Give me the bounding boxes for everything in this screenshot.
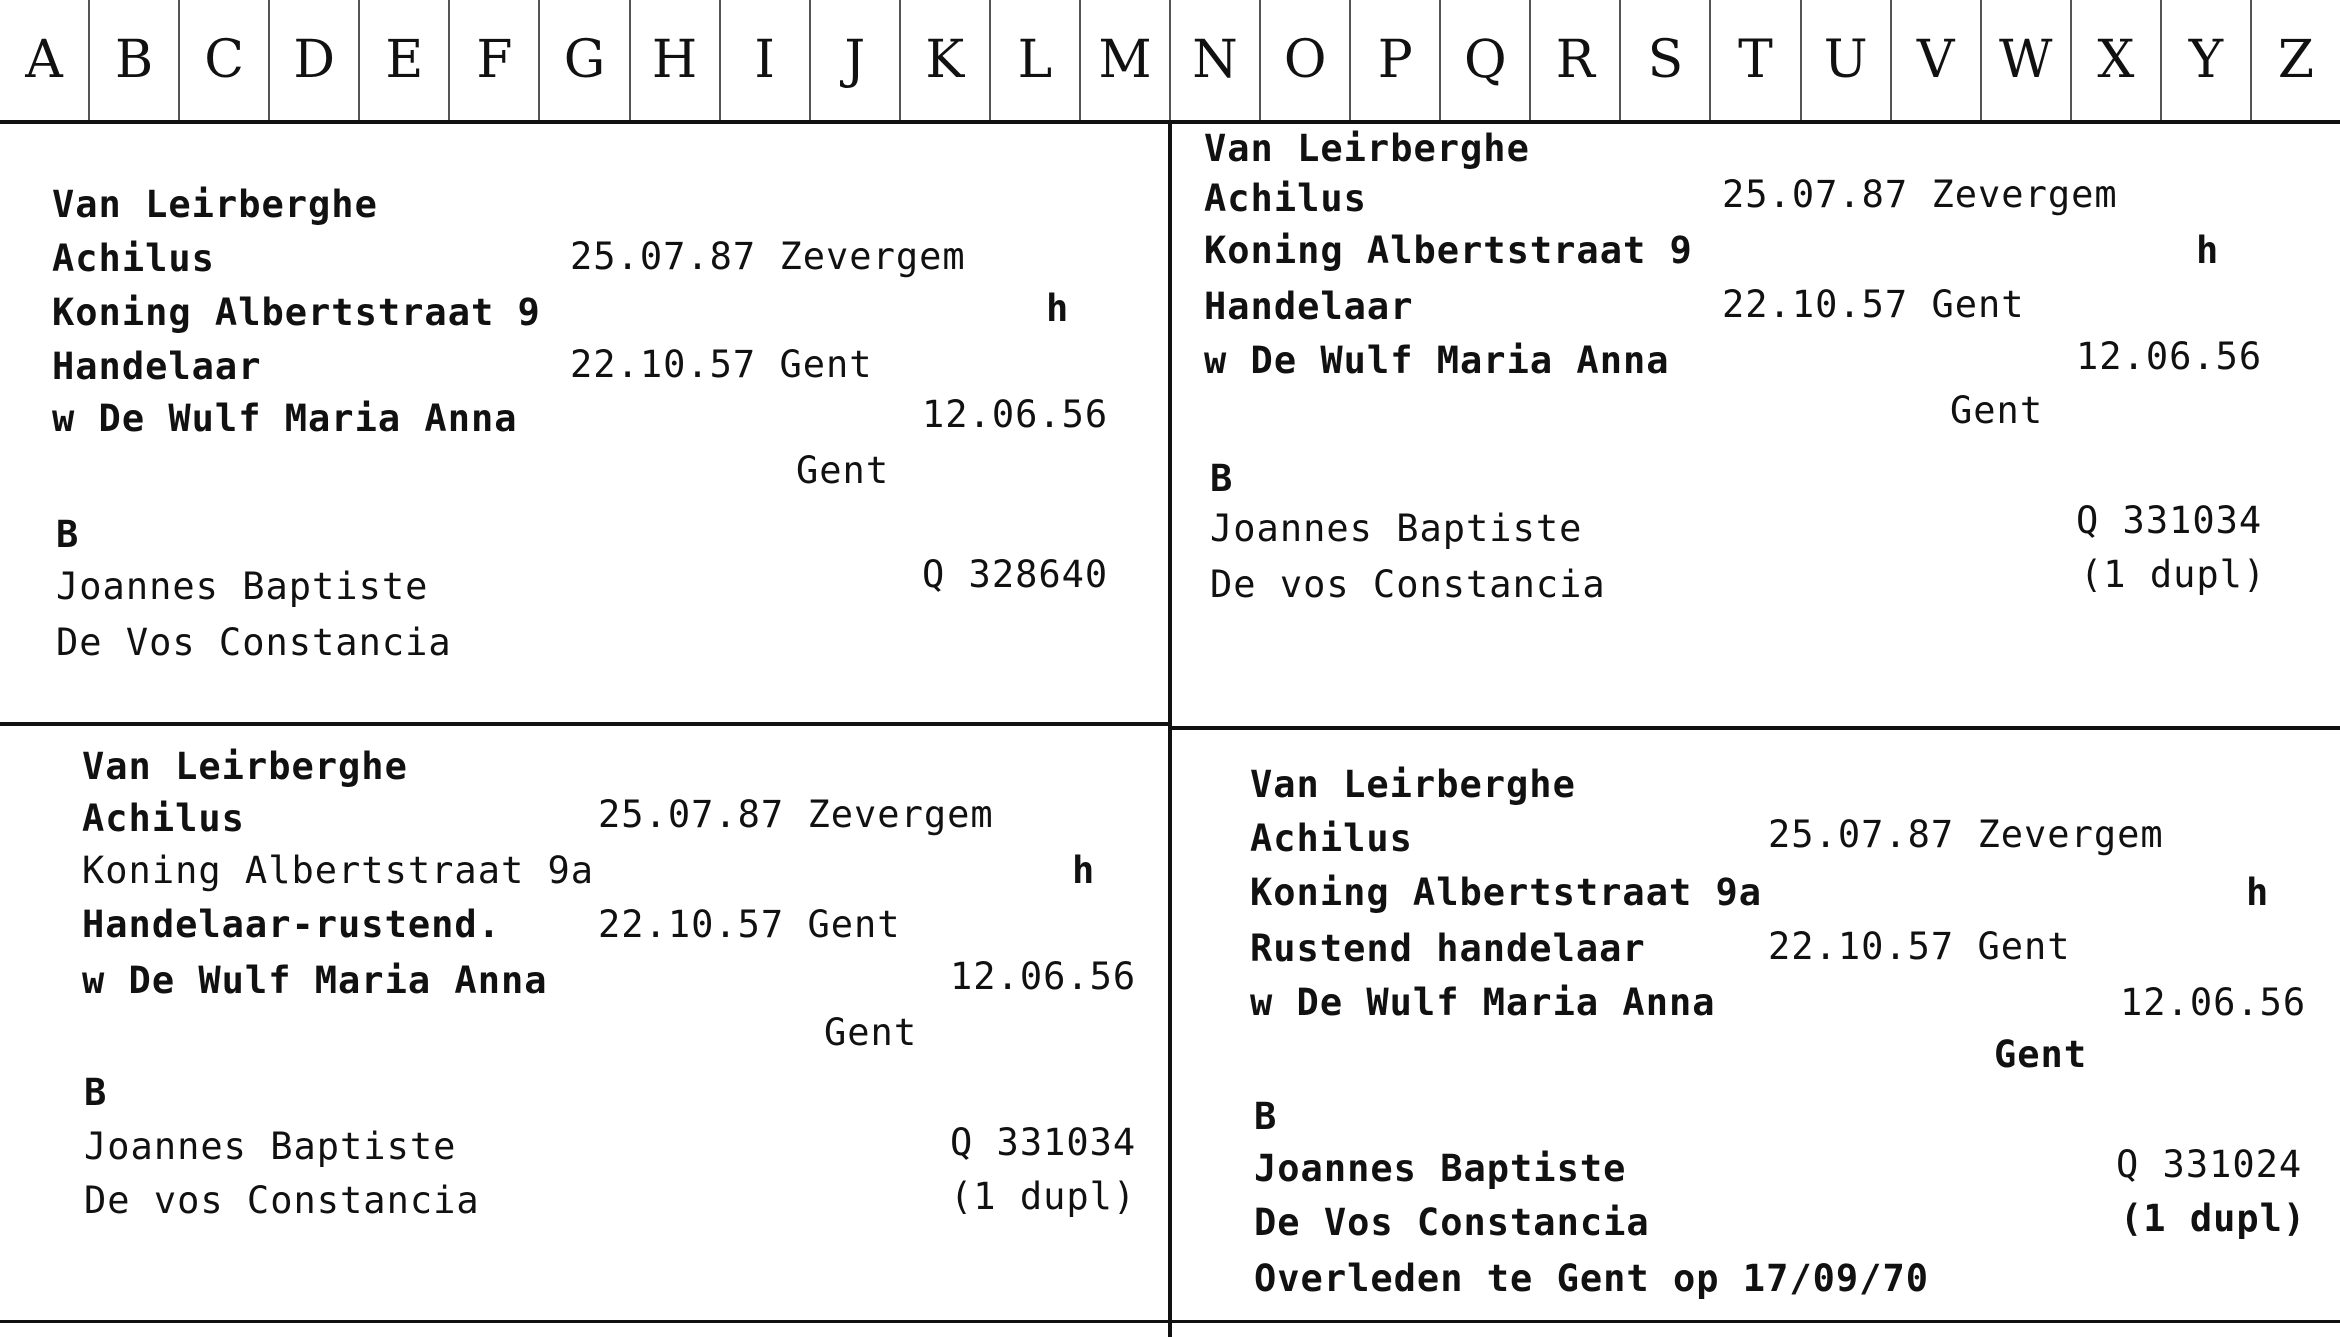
card-surname: Van Leirberghe: [1250, 763, 1576, 806]
card-firstname: Achilus: [1204, 177, 1367, 220]
card-place3: Gent: [824, 1011, 918, 1054]
card-firstname: Achilus: [1250, 817, 1413, 860]
card-date2: 22.10.57 Gent: [1722, 283, 2025, 326]
letter-e: E: [360, 0, 450, 120]
card-h-marker: h: [1046, 287, 1070, 330]
horizontal-divider-left: [0, 722, 1170, 726]
card-number: Q 331034: [2076, 499, 2263, 542]
card-firstname: Achilus: [52, 237, 215, 280]
card-place3: Gent: [796, 449, 890, 492]
card-father: Joannes Baptiste: [56, 565, 429, 608]
card-father: Joannes Baptiste: [1254, 1147, 1627, 1190]
card-dupl: (1 dupl): [950, 1175, 1137, 1218]
letter-w: W: [1982, 0, 2072, 120]
card-number: Q 328640: [922, 553, 1109, 596]
card-spouse: w De Wulf Maria Anna: [52, 397, 518, 440]
card-address: Koning Albertstraat 9a: [82, 849, 595, 892]
card-occupation: Handelaar-rustend.: [82, 903, 501, 946]
card-birth: 25.07.87 Zevergem: [598, 793, 994, 836]
card-death: Overleden te Gent op 17/09/70: [1254, 1257, 1930, 1300]
card-date3: 12.06.56: [950, 955, 1137, 998]
letter-s: S: [1621, 0, 1711, 120]
card-h-marker: h: [2196, 229, 2220, 272]
card-birth: 25.07.87 Zevergem: [1722, 173, 2118, 216]
card-mother: De Vos Constancia: [1254, 1201, 1650, 1244]
letter-d: D: [270, 0, 360, 120]
card-date2: 22.10.57 Gent: [570, 343, 873, 386]
letter-c: C: [180, 0, 270, 120]
letter-v: V: [1892, 0, 1982, 120]
card-occupation: Rustend handelaar: [1250, 927, 1646, 970]
letter-k: K: [901, 0, 991, 120]
card-date3: 12.06.56: [2076, 335, 2263, 378]
card-spouse: w De Wulf Maria Anna: [82, 959, 548, 1002]
card-date3: 12.06.56: [922, 393, 1109, 436]
card-number: Q 331034: [950, 1121, 1137, 1164]
letter-u: U: [1802, 0, 1892, 120]
card-mother: De Vos Constancia: [56, 621, 452, 664]
card-address: Koning Albertstraat 9a: [1250, 871, 1763, 914]
card-b: B: [1254, 1095, 1278, 1138]
alphabet-index: [0, 0, 2340, 124]
card-occupation: Handelaar: [1204, 285, 1414, 328]
card-address: Koning Albertstraat 9: [52, 291, 541, 334]
bottom-divider: [0, 1320, 2340, 1323]
letter-j: J: [811, 0, 901, 120]
letter-m: M: [1081, 0, 1171, 120]
card-address: Koning Albertstraat 9: [1204, 229, 1693, 272]
letter-q: Q: [1441, 0, 1531, 120]
letter-a: A: [0, 0, 90, 120]
card-dupl: (1 dupl): [2120, 1197, 2307, 1240]
card-dupl: (1 dupl): [2080, 553, 2267, 596]
letter-o: O: [1261, 0, 1351, 120]
letter-n: N: [1171, 0, 1261, 120]
card-date2: 22.10.57 Gent: [1768, 925, 2071, 968]
letter-i: I: [721, 0, 811, 120]
card-b: B: [56, 513, 80, 556]
letter-h: H: [631, 0, 721, 120]
card-place3: Gent: [1950, 389, 2044, 432]
card-number: Q 331024: [2116, 1143, 2303, 1186]
letter-z: Z: [2277, 30, 2315, 90]
letter-y: Y: [2162, 0, 2252, 120]
card-b: B: [1210, 457, 1234, 500]
card-firstname: Achilus: [82, 797, 245, 840]
card-place3: Gent: [1994, 1033, 2088, 1076]
card-father: Joannes Baptiste: [1210, 507, 1583, 550]
card-spouse: w De Wulf Maria Anna: [1204, 339, 1670, 382]
letter-l: L: [991, 0, 1081, 120]
horizontal-divider-right: [1170, 726, 2340, 730]
letter-t: T: [1711, 0, 1801, 120]
card-occupation: Handelaar: [52, 345, 262, 388]
card-father: Joannes Baptiste: [84, 1125, 457, 1168]
letter-r: R: [1531, 0, 1621, 120]
card-spouse: w De Wulf Maria Anna: [1250, 981, 1716, 1024]
card-date2: 22.10.57 Gent: [598, 903, 901, 946]
card-birth: 25.07.87 Zevergem: [570, 235, 966, 278]
card-mother: De vos Constancia: [1210, 563, 1606, 606]
letter-g: G: [540, 0, 630, 120]
card-h-marker: h: [2246, 871, 2270, 914]
card-surname: Van Leirberghe: [82, 745, 408, 788]
card-birth: 25.07.87 Zevergem: [1768, 813, 2164, 856]
letter-x: X: [2072, 0, 2162, 120]
card-date3: 12.06.56: [2120, 981, 2307, 1024]
card-surname: Van Leirberghe: [1204, 127, 1530, 170]
letter-p: P: [1351, 0, 1441, 120]
card-mother: De vos Constancia: [84, 1179, 480, 1222]
card-b: B: [84, 1071, 108, 1114]
card-surname: Van Leirberghe: [52, 183, 378, 226]
card-h-marker: h: [1072, 849, 1096, 892]
letter-b: B: [90, 0, 180, 120]
letter-f: F: [450, 0, 540, 120]
